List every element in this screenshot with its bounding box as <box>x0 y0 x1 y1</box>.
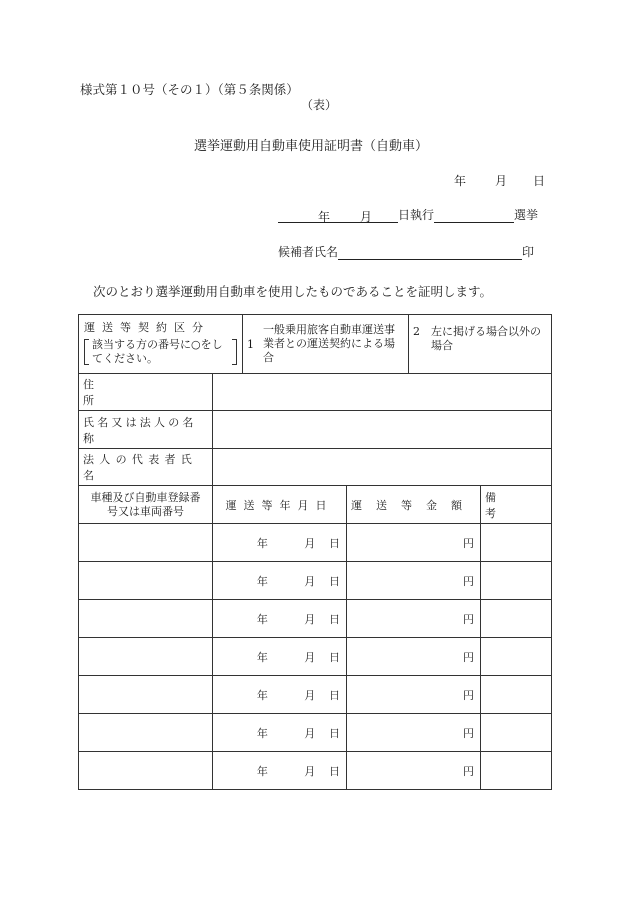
table-row <box>79 752 552 790</box>
entry-day-label: 日 <box>329 536 340 550</box>
issue-year-label: 年 <box>454 174 467 188</box>
entry-year-label: 年 <box>256 726 268 740</box>
contract-option-2[interactable] <box>409 315 551 373</box>
representative-label: 法人の代表者氏名 <box>83 453 198 482</box>
date-input[interactable] <box>213 714 347 752</box>
column-header-row <box>79 486 552 524</box>
entry-year-label: 年 <box>256 612 268 626</box>
election-name-blank[interactable] <box>434 208 514 223</box>
contract-option-2-text: 左に掲げる場合以外の場合 <box>431 325 541 352</box>
entry-day-label: 日 <box>329 650 340 664</box>
date-input[interactable] <box>213 676 347 714</box>
name-row <box>79 411 552 449</box>
entry-year-label: 年 <box>256 574 268 588</box>
table-row <box>79 600 552 638</box>
execution-year-label: 年 <box>318 210 331 224</box>
remarks-input[interactable] <box>481 600 552 638</box>
entry-day-label: 日 <box>329 726 340 740</box>
execution-month-label: 月 <box>360 210 373 224</box>
entry-day-label: 日 <box>329 574 340 588</box>
entry-day-label: 日 <box>329 612 340 626</box>
seal-label: 印 <box>522 245 535 259</box>
issue-day-label: 日 <box>533 174 546 188</box>
vehicle-input[interactable] <box>79 714 213 752</box>
remarks-input[interactable] <box>481 638 552 676</box>
entry-year-label: 年 <box>256 688 268 702</box>
remarks-input[interactable] <box>481 676 552 714</box>
execution-day-label: 日執行 <box>398 208 435 222</box>
entry-month-label: 月 <box>304 726 316 740</box>
execution-line <box>278 206 538 223</box>
yen-label: 円 <box>463 764 474 778</box>
execution-year-blank[interactable] <box>278 208 318 223</box>
entry-year-label: 年 <box>256 536 268 550</box>
contract-option-1-text: 一般乗用旅客自動車運送事業者との運送契約による場合 <box>263 323 395 364</box>
address-input[interactable] <box>213 374 552 411</box>
entry-month-label: 月 <box>304 688 316 702</box>
document-title: 選挙運動用自動車使用証明書（自動車） <box>194 139 429 154</box>
amount-input[interactable] <box>347 562 481 600</box>
yen-label: 円 <box>463 574 474 588</box>
representative-label-cell <box>79 449 213 486</box>
remarks-input[interactable] <box>481 562 552 600</box>
table-row <box>79 638 552 676</box>
yen-label: 円 <box>463 612 474 626</box>
address-label-cell <box>79 374 213 411</box>
entry-rows <box>79 524 552 790</box>
remarks-input[interactable] <box>481 714 552 752</box>
election-label: 選挙 <box>514 208 539 222</box>
contract-instruction: 該当する方の番号に○をしてください。 <box>84 338 237 366</box>
amount-input[interactable] <box>347 752 481 790</box>
table-row <box>79 676 552 714</box>
candidate-name-blank[interactable] <box>338 245 522 260</box>
contract-option-1[interactable] <box>243 315 409 373</box>
amount-input[interactable] <box>347 638 481 676</box>
vehicle-input[interactable] <box>79 524 213 562</box>
representative-input[interactable] <box>213 449 552 486</box>
vehicle-input[interactable] <box>79 562 213 600</box>
address-row <box>79 374 552 411</box>
amount-input[interactable] <box>347 676 481 714</box>
yen-label: 円 <box>463 726 474 740</box>
date-column-header: 運送等年月日 <box>213 486 347 524</box>
table-row <box>79 714 552 752</box>
remarks-input[interactable] <box>481 752 552 790</box>
contract-option-1-number: 1 <box>247 337 254 351</box>
table-row <box>79 524 552 562</box>
form-side-label: （表） <box>301 98 338 112</box>
amount-input[interactable] <box>347 524 481 562</box>
vehicle-column-header: 車種及び自動車登録番号又は車両番号 <box>79 486 213 524</box>
yen-label: 円 <box>463 536 474 550</box>
entry-year-label: 年 <box>256 650 268 664</box>
vehicle-input[interactable] <box>79 752 213 790</box>
table-row <box>79 562 552 600</box>
amount-input[interactable] <box>347 714 481 752</box>
remarks-column-header: 備考 <box>481 486 552 524</box>
amount-input[interactable] <box>347 600 481 638</box>
date-input[interactable] <box>213 752 347 790</box>
entry-day-label: 日 <box>329 688 340 702</box>
date-input[interactable] <box>213 600 347 638</box>
representative-row <box>79 449 552 486</box>
contract-label: 運送等契約区分 <box>84 321 210 334</box>
remarks-input[interactable] <box>481 524 552 562</box>
vehicle-input[interactable] <box>79 600 213 638</box>
execution-month-blank[interactable] <box>332 208 360 223</box>
execution-day-blank[interactable] <box>374 208 398 223</box>
address-label: 住所 <box>83 378 180 407</box>
name-label: 氏名又は法人の名称 <box>83 415 197 445</box>
entry-month-label: 月 <box>304 764 316 778</box>
entry-year-label: 年 <box>256 764 268 778</box>
certificate-table <box>78 314 552 790</box>
name-label-cell <box>79 411 213 449</box>
date-input[interactable] <box>213 524 347 562</box>
yen-label: 円 <box>463 688 474 702</box>
contract-cell <box>79 315 552 374</box>
entry-month-label: 月 <box>304 536 316 550</box>
issue-month-label: 月 <box>495 174 508 188</box>
entry-month-label: 月 <box>304 574 316 588</box>
entry-day-label: 日 <box>329 764 340 778</box>
entry-month-label: 月 <box>304 650 316 664</box>
form-number: 様式第１０号（その１）（第５条関係） <box>80 82 299 97</box>
vehicle-input[interactable] <box>79 676 213 714</box>
name-input[interactable] <box>213 411 552 449</box>
contract-row <box>79 315 552 374</box>
candidate-line <box>278 243 534 260</box>
candidate-name-label: 候補者氏名 <box>278 245 339 259</box>
yen-label: 円 <box>463 650 474 664</box>
date-input[interactable] <box>213 562 347 600</box>
date-input[interactable] <box>213 638 347 676</box>
certification-statement: 次のとおり選挙運動用自動車を使用したものであることを証明します。 <box>93 284 493 299</box>
vehicle-input[interactable] <box>79 638 213 676</box>
amount-column-header: 運送等金額 <box>347 486 481 524</box>
entry-month-label: 月 <box>304 612 316 626</box>
contract-label-box <box>79 315 243 373</box>
contract-option-2-number: 2 <box>413 325 420 338</box>
